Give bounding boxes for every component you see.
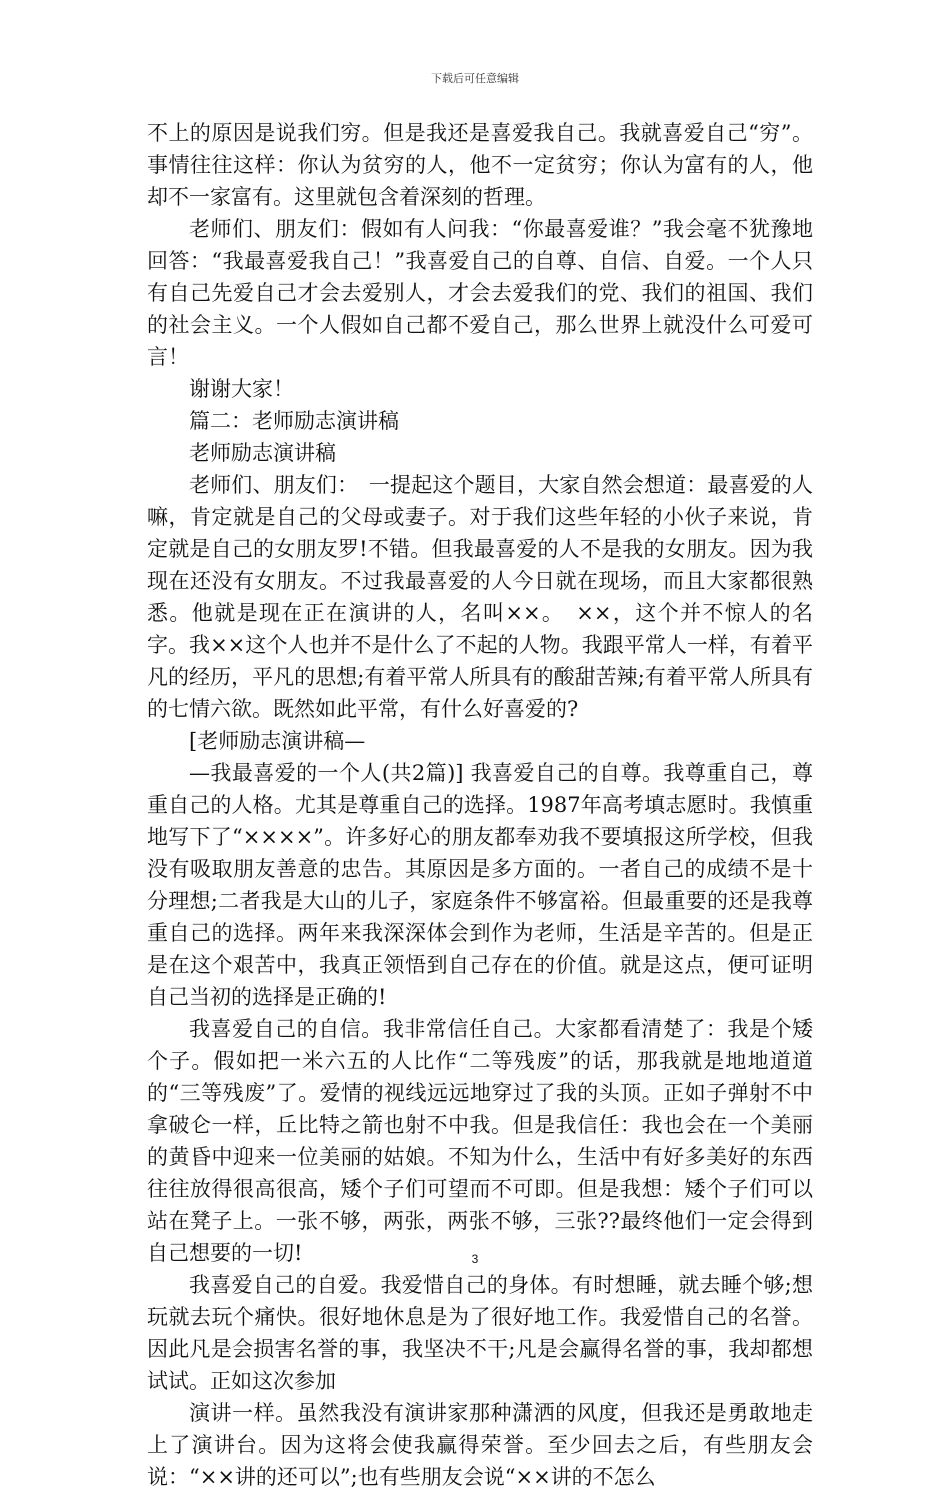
paragraph: [老师励志演讲稿— xyxy=(189,729,366,753)
paragraph: 谢谢大家！ xyxy=(189,377,294,401)
paragraph: 不上的原因是说我们穷。但是我还是喜爱我自己。我就喜爱自己“穷”。事情往往这样：你认为贫穷的人，他不一定贫穷；你认为富有的人，他却不一家富有。这里就包含着深刻的哲理。 xyxy=(147,121,813,209)
paragraph: 老师们、朋友们：假如有人问我：“你最喜爱谁？”我会毫不犹豫地回答：“我最喜爱我自己！”我喜爱自己的自尊、自信、自爱。一个人只有自己先爱自己才会去爱别人，才会去爱我们的党、我们的祖国、我们的社会主义。一个人假如自己都不爱自己，那么世界上就没什么可爱可言！ xyxy=(147,217,813,369)
paragraph: 我喜爱自己的自信。我非常信任自己。大家都看清楚了：我是个矮个子。假如把一米六五的人比作“二等残废”的话，那我就是地地道道的“三等残废”了。爱情的视线远远地穿过了我的头顶。正如子弹射不中拿破仑一样，丘比特之箭也射不中我。但是我信任：我也会在一个美丽的黄昏中迎来一位美丽的姑娘。不知为什么，生活中有好多美好的东西往往放得很高很高，矮个子们可望而不可即。但是我想：矮个子们可以站在凳子上。一张不够，两张，两张不够，三张??最终他们一定会得到自己想要的一切! xyxy=(147,1017,813,1265)
document-body xyxy=(147,117,813,1493)
page-header: 下载后可任意编辑 xyxy=(431,72,519,85)
paragraph: 演讲一样。虽然我没有演讲家那种潇洒的风度，但我还是勇敢地走上了演讲台。因为这将会使我赢得荣誉。至少回去之后，有些朋友会说：“××讲的还可以”;也有些朋友会说“××讲的不怎么 xyxy=(147,1401,813,1489)
paragraph: 我喜爱自己的自爱。我爱惜自己的身体。有时想睡，就去睡个够;想玩就去玩个痛快。很好地休息是为了很好地工作。我爱惜自己的名誉。因此凡是会损害名誉的事，我坚决不干;凡是会赢得名誉的事，我却都想试试。正如这次参加 xyxy=(147,1273,813,1393)
paragraph: —我最喜爱的一个人(共2篇)] 我喜爱自己的自尊。我尊重自己，尊重自己的人格。尤其是尊重自己的选择。1987年高考填志愿时。我慎重地写下了“××××”。许多好心的朋友都奉劝我不要填报这所学校，但我没有吸取朋友善意的忠告。其原因是多方面的。一者自己的成绩不是十分理想;二者我是大山的儿子，家庭条件不够富裕。但最重要的还是我尊重自己的选择。两年来我深深体会到作为老师，生活是辛苦的。但是正是在这个艰苦中，我真正领悟到自己存在的价值。就是这点，便可证明自己当初的选择是正确的! xyxy=(147,761,813,1009)
speech-title: 老师励志演讲稿 xyxy=(189,441,336,465)
section-title: 篇二：老师励志演讲稿 xyxy=(189,409,399,433)
paragraph: 老师们、朋友们： 一提起这个题目，大家自然会想道：最喜爱的人嘛，肯定就是自己的父母或妻子。对于我们这些年轻的小伙子来说，肯定就是自己的女朋友罗!不错。但我最喜爱的人不是我的女朋友。因为我现在还没有女朋友。不过我最喜爱的人今日就在现场，而且大家都很熟悉。他就是现在正在演讲的人，名叫××。 ××，这个并不惊人的名字。我××这个人也并不是什么了不起的人物。我跟平常人一样，有着平凡的经历，平凡的思想;有着平常人所具有的酸甜苦辣;有着平常人所具有的七情六欲。既然如此平常，有什么好喜爱的? xyxy=(147,473,813,721)
page-number: 3 xyxy=(471,1252,479,1266)
